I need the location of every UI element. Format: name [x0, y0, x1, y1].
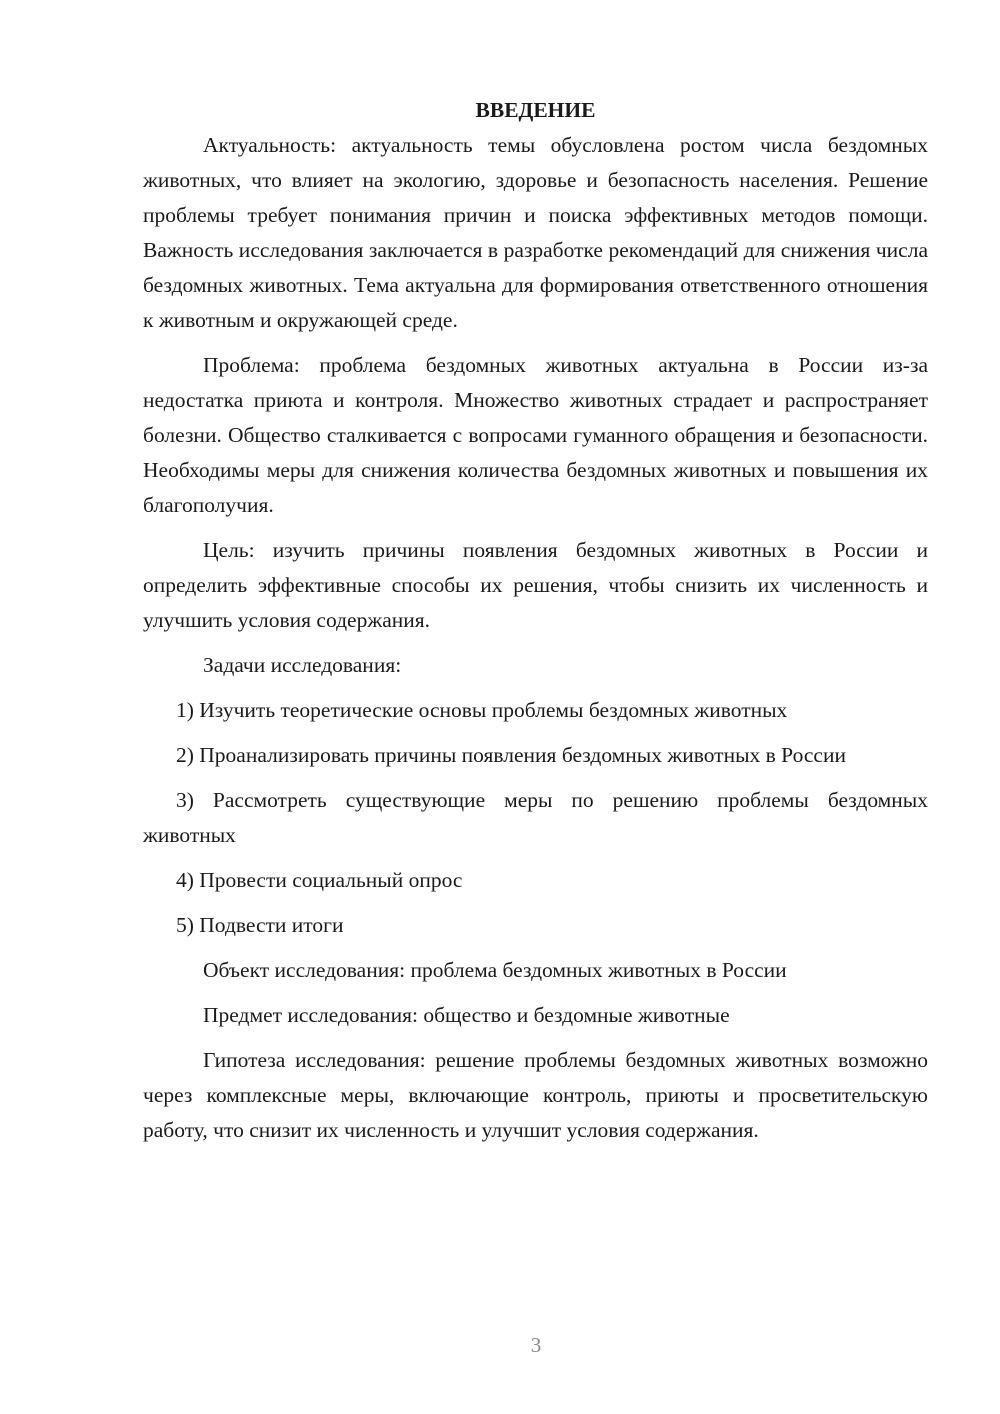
- subject-paragraph: Предмет исследования: общество и бездомные животные: [203, 1003, 730, 1027]
- relevance-paragraph: Актуальность: актуальность темы обусловлена ростом числа бездомных животных, что влияет на экологию, здоровье и безопасность населения. Решение проблемы требует понимания причин и поиска эффективных методов помощи. Важность исследования заключается в разработке рекомендаций для снижения числа бездомных животных. Тема актуальна для формирования ответственного отношения к животным и окружающей среде.: [143, 133, 928, 332]
- task-item-2: 2) Проанализировать причины появления бездомных животных в России: [176, 743, 846, 767]
- document-title: ВВЕДЕНИЕ: [475, 98, 596, 122]
- problem-paragraph: Проблема: проблема бездомных животных актуальна в России из-за недостатка приюта и контроля. Множество животных страдает и распространяет болезни. Общество сталкивается с вопросами гуманного обращения и безопасности. Необходимы меры для снижения количества бездомных животных и повышения их благополучия.: [143, 353, 928, 517]
- page-number: 3: [530, 1333, 542, 1357]
- document-page: [143, 93, 928, 1158]
- tasks-heading: Задачи исследования:: [203, 653, 402, 677]
- task-item-5: 5) Подвести итоги: [176, 913, 344, 937]
- task-item-3: 3) Рассмотреть существующие меры по решению проблемы бездомных животных: [143, 788, 928, 847]
- goal-paragraph: Цель: изучить причины появления бездомных животных в России и определить эффективные способы их решения, чтобы снизить их численность и улучшить условия содержания.: [143, 538, 928, 632]
- task-item-1: 1) Изучить теоретические основы проблемы бездомных животных: [176, 698, 788, 722]
- task-item-4: 4) Провести социальный опрос: [176, 868, 463, 892]
- object-paragraph: Объект исследования: проблема бездомных животных в России: [203, 958, 787, 982]
- hypothesis-paragraph: Гипотеза исследования: решение проблемы бездомных животных возможно через комплексные меры, включающие контроль, приюты и просветительскую работу, что снизит их численность и улучшит условия содержания.: [143, 1048, 928, 1142]
